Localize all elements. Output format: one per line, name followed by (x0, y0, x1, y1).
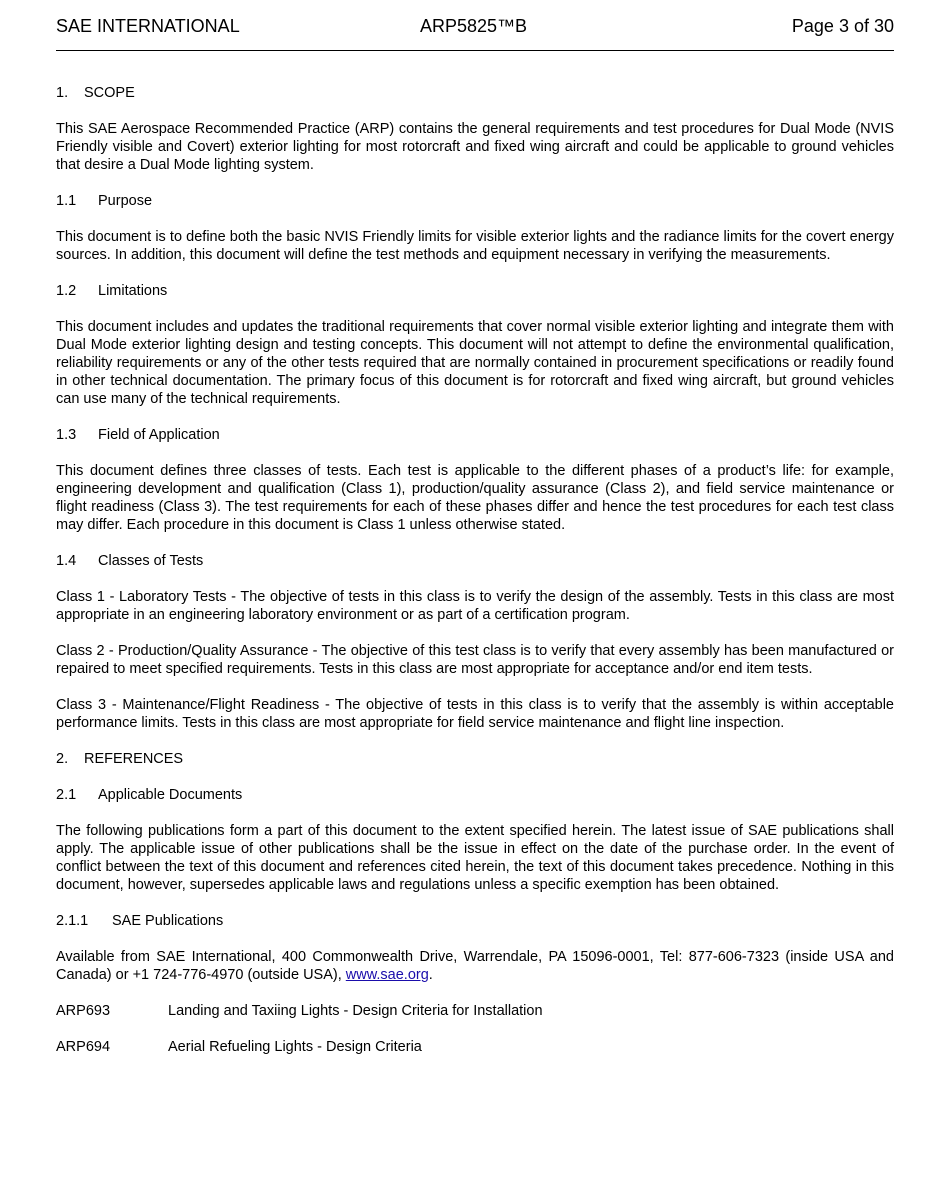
section-heading-field-of-application (56, 426, 894, 444)
section-number: 1.2 (56, 283, 77, 299)
section-title: SCOPE (84, 85, 135, 101)
applicable-documents-paragraph: The following publications form a part of this document to the extent specified herein. The latest issue of SAE publications shall apply. The applicable issue of other publications shall be the issue in effect on the date of the purchase order. In the event of conflict between the text of this document and references cited herein, the text of this document takes precedence. Nothing in this document, however, supersedes applicable laws and regulations unless a specific exemption has been obtained. (56, 823, 894, 893)
header-document-number: ARP5825™B (420, 16, 528, 36)
purpose-paragraph: This document is to define both the basic NVIS Friendly limits for visible exterior lights and the radiance limits for the covert energy sources. In addition, this document will define the test methods and equipment necessary in verifying the measurements. (56, 229, 894, 263)
reference-item (56, 1002, 894, 1020)
section-title: SAE Publications (112, 913, 224, 929)
class-3-paragraph: Class 3 - Maintenance/Flight Readiness - The objective of tests in this class is to verify that the assembly is within acceptable performance limits. Tests in this class are most appropriate for field service maintenance and flight line inspection. (56, 697, 894, 731)
reference-id: ARP694 (56, 1039, 111, 1055)
section-heading-purpose (56, 192, 894, 210)
section-title: REFERENCES (84, 751, 184, 767)
section-number: 2.1.1 (56, 913, 89, 929)
header-organization: SAE INTERNATIONAL (56, 16, 240, 36)
section-heading-scope (56, 84, 894, 102)
document-body (56, 84, 894, 1056)
page-header (56, 14, 894, 51)
section-number: 1. (56, 85, 69, 101)
sae-publications-paragraph (56, 948, 894, 984)
section-title: Field of Application (98, 427, 220, 443)
section-number: 2.1 (56, 787, 77, 803)
section-heading-limitations (56, 282, 894, 300)
field-of-application-paragraph: This document defines three classes of tests. Each test is applicable to the different phases of a product’s life: for example, engineering development and qualification (Class 1), production/quality assurance (Class 2), and field service maintenance or flight readiness (Class 3). The test requirements for each of these phases differ and hence the test procedures for each test class may differ. Each procedure in this document is Class 1 unless otherwise stated. (56, 463, 894, 533)
reference-id: ARP693 (56, 1003, 111, 1019)
class-1-paragraph: Class 1 - Laboratory Tests - The objective of tests in this class is to verify the design of the assembly. Tests in this class are most appropriate in an engineering laboratory environment or as part of a certification program. (56, 589, 894, 623)
section-number: 2. (56, 751, 69, 767)
sae-publications-text-end: . (428, 967, 433, 983)
section-heading-references (56, 750, 894, 768)
section-title: Classes of Tests (98, 553, 204, 569)
header-page-number: Page 3 of 30 (791, 16, 894, 36)
document-page (56, 0, 894, 1074)
section-title: Applicable Documents (98, 787, 243, 803)
section-title: Limitations (98, 283, 168, 299)
section-number: 1.1 (56, 193, 77, 209)
sae-website-link[interactable]: www.sae.org (345, 967, 429, 983)
class-2-paragraph: Class 2 - Production/Quality Assurance - The objective of this test class is to verify that every assembly has been manufactured or repaired to meet specified requirements. Tests in this class are most appropriate for acceptance and/or end item tests. (56, 643, 894, 677)
section-number: 1.3 (56, 427, 77, 443)
scope-paragraph: This SAE Aerospace Recommended Practice (ARP) contains the general requirements and test procedures for Dual Mode (NVIS Friendly visible and Covert) exterior lighting for most rotorcraft and fixed wing aircraft and could be applicable to ground vehicles that desire a Dual Mode lighting system. (56, 121, 894, 173)
sae-publications-text: Available from SAE International, 400 Commonwealth Drive, Warrendale, PA 15096-0001, Tel: 877-606-7323 (inside USA and Canada) or +1 724-776-4970 (outside USA), (56, 949, 894, 983)
section-heading-applicable-documents (56, 786, 894, 804)
reference-title: Landing and Taxiing Lights - Design Criteria for Installation (168, 1003, 543, 1019)
section-title: Purpose (98, 193, 153, 209)
reference-title: Aerial Refueling Lights - Design Criteria (168, 1039, 422, 1055)
section-heading-sae-publications (56, 912, 894, 930)
section-heading-classes-of-tests (56, 552, 894, 570)
limitations-paragraph: This document includes and updates the traditional requirements that cover normal visible exterior lighting and integrate them with Dual Mode exterior lighting design and testing concepts. This document will not attempt to define the environmental qualification, reliability requirements or any of the other tests required that are normally contained in procurement specifications or readily found in other technical documentation. The primary focus of this document is for rotorcraft and fixed wing aircraft, but ground vehicles can use many of the technical requirements. (56, 319, 894, 407)
section-number: 1.4 (56, 553, 77, 569)
reference-item (56, 1038, 894, 1056)
